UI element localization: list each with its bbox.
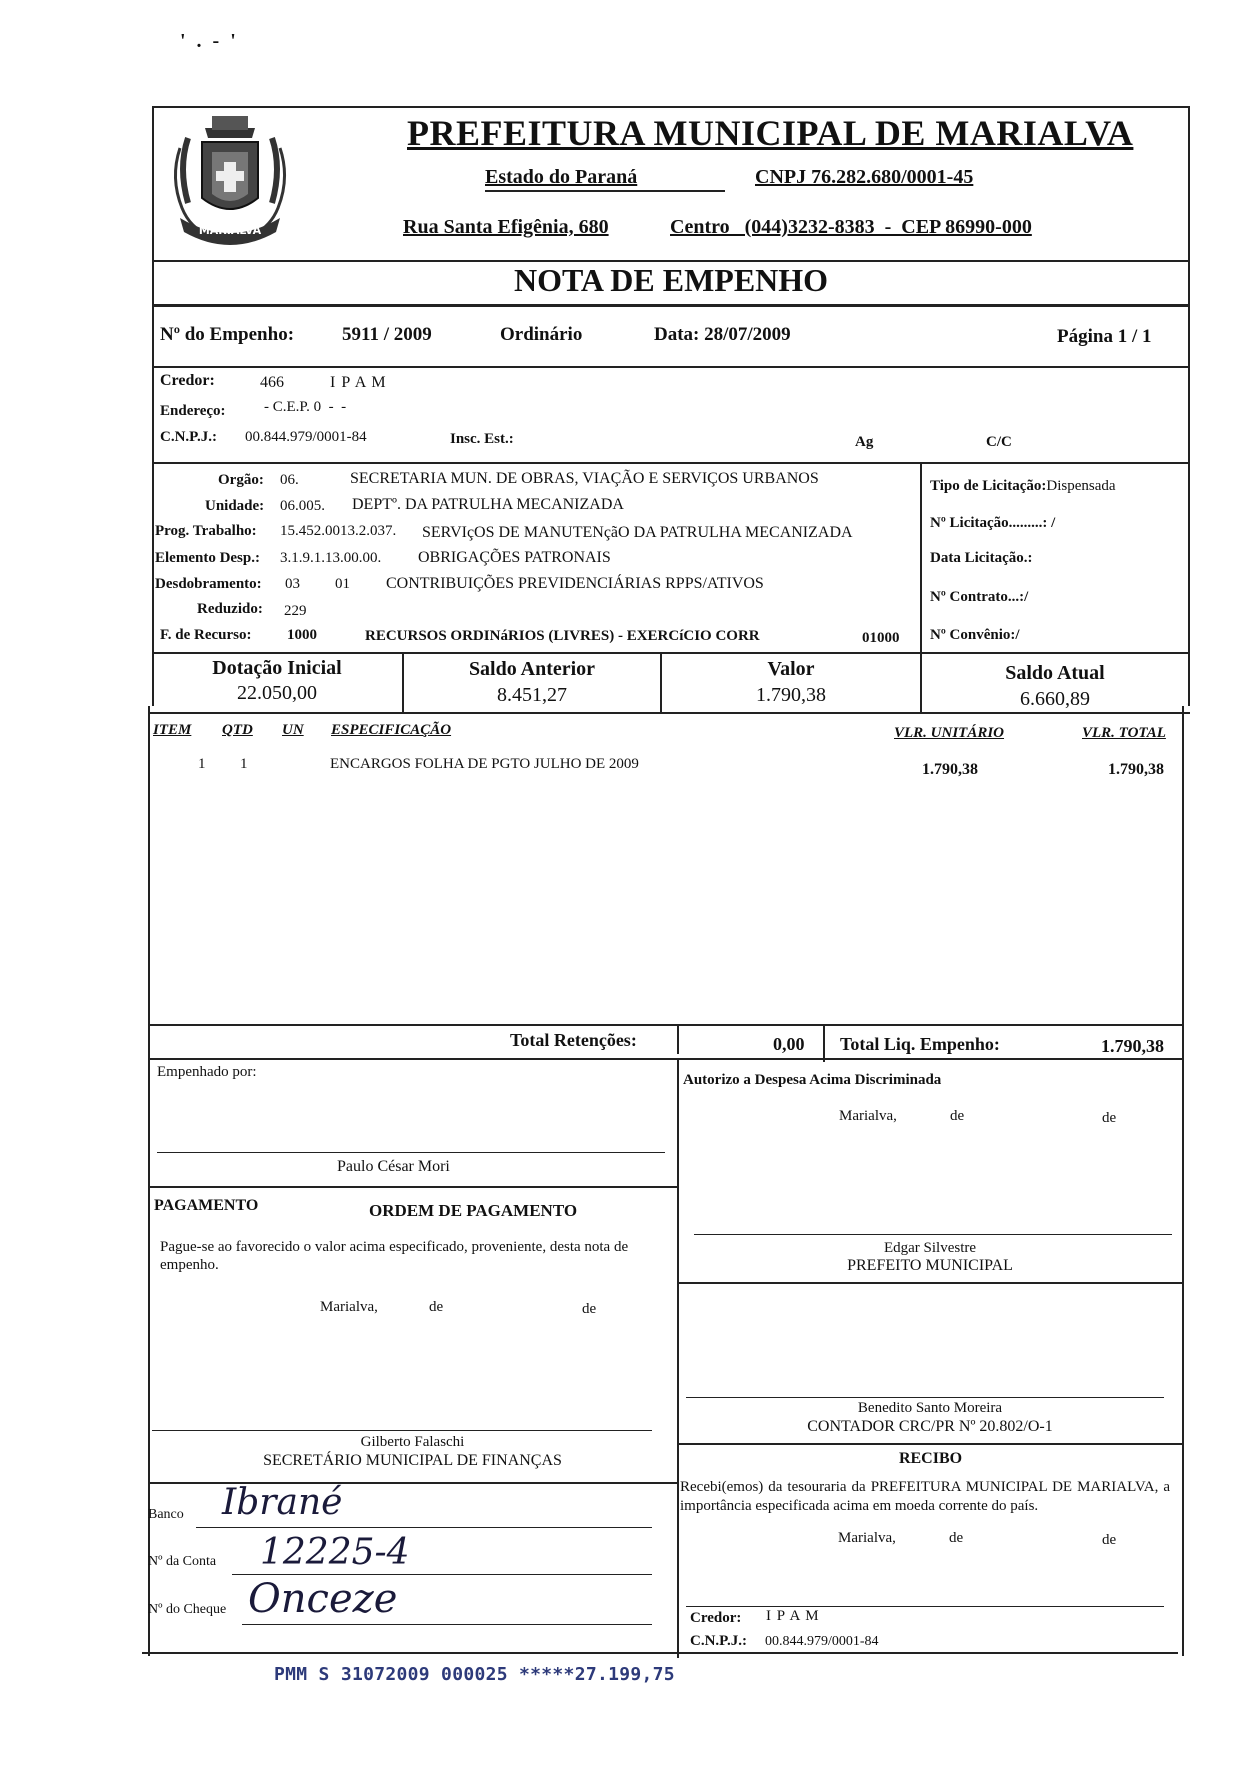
totals-sep2 (823, 1024, 825, 1062)
dotacao-label: Dotação Inicial (212, 657, 342, 679)
prefeito-name: Edgar Silvestre (883, 1240, 977, 1256)
totals-sep1 (677, 1024, 679, 1054)
divider-recibo (677, 1443, 1184, 1445)
retencoes-value: 0,00 (773, 1034, 805, 1054)
retencoes-label: Total Retenções: (510, 1030, 637, 1050)
frame-bottom-left (142, 1652, 1178, 1654)
banco-label: Banco (148, 1507, 184, 1522)
cheque-handwritten: Onceze (248, 1576, 398, 1622)
empenho-type: Ordinário (500, 324, 583, 345)
banco-line (196, 1527, 652, 1528)
liquido-value: 1.790,38 (1101, 1036, 1164, 1056)
pagamento-city: Marialva, (320, 1299, 378, 1315)
col-un: UN (282, 722, 304, 738)
state-label: Estado do Paraná (485, 166, 638, 188)
valor-value: 1.790,38 (756, 684, 826, 706)
state-underline (485, 190, 725, 192)
saldo-anterior-value: 8.451,27 (497, 684, 567, 706)
empenhado-sign-line (157, 1152, 665, 1153)
recibo-de2: de (1102, 1532, 1117, 1548)
col-spec: ESPECIFICAÇÃO (331, 722, 452, 738)
saldo-anterior-label: Saldo Anterior (468, 658, 596, 680)
insc-est-label: Insc. Est.: (450, 431, 514, 447)
divider-center (677, 1058, 679, 1658)
saldo-atual-label: Saldo Atual (1005, 662, 1105, 684)
recurso-num: 01000 (862, 630, 900, 646)
frame-left-upper (152, 106, 154, 706)
divider-signatures (148, 1058, 1184, 1060)
credor-name: I P A M (330, 374, 387, 391)
empenhado-name: Paulo César Mori (337, 1158, 450, 1175)
divider-saldos (152, 652, 1190, 654)
recurso-desc: RECURSOS ORDINáRIOS (LIVRES) - EXERCíCIO CORR (365, 628, 760, 644)
pagamento-text: Pague-se ao favorecido o valor acima especificado, proveniente, desta nota de empenho. (160, 1239, 629, 1273)
prog-code: 15.452.0013.2.037. (280, 523, 397, 539)
page-title: PREFEITURA MUNICIPAL DE MARIALVA (407, 113, 1134, 153)
unidade-label: Unidade: (205, 498, 265, 514)
ag-label: Ag (855, 434, 874, 450)
contador-sign-line (686, 1397, 1164, 1398)
divider-empenho (152, 366, 1190, 368)
secretario-role: SECRETÁRIO MUNICIPAL DE FINANÇAS (263, 1452, 562, 1469)
row-spec: ENCARGOS FOLHA DE PGTO JULHO DE 2009 (330, 756, 639, 772)
cc-label: C/C (986, 434, 1012, 450)
col-total-value: VLR. TOTAL (1082, 725, 1166, 741)
cnpj-value: 00.844.979/0001-84 (245, 429, 367, 445)
autorizo-de1: de (950, 1108, 965, 1124)
prog-label: Prog. Trabalho: (155, 523, 257, 539)
row-total-value: 1.790,38 (1108, 761, 1164, 778)
reduzido-label: Reduzido: (197, 601, 263, 617)
tipo-licitacao-label: Tipo de Licitação: (930, 478, 1047, 494)
prog-desc: SERVIçOS DE MANUTENçãO DA PATRULHA MECANIZADA (422, 524, 853, 541)
numero-convenio: Nº Convênio:/ (930, 627, 1020, 643)
orgao-label: Orgão: (218, 472, 264, 488)
data-licitacao: Data Licitação.: (930, 550, 1033, 566)
recibo-cnpj-value: 00.844.979/0001-84 (765, 1634, 879, 1649)
recurso-label: F. de Recurso: (160, 627, 252, 643)
frame-right-lower (1182, 706, 1184, 1656)
unidade-desc: DEPTº. DA PATRULHA MECANIZADA (352, 496, 624, 513)
empenhado-label: Empenhado por: (157, 1064, 257, 1080)
conta-handwritten: 12225-4 (260, 1532, 410, 1573)
empenho-label: Nº do Empenho: (160, 324, 295, 345)
recibo-city: Marialva, (838, 1530, 896, 1546)
desdobramento-code1: 03 (285, 576, 300, 592)
address: Rua Santa Efigênia, 680 (403, 216, 609, 238)
autorizo-sign-line (694, 1234, 1172, 1235)
recibo-credor-value: I P A M (766, 1608, 820, 1624)
corner-mark: ' . - ' (180, 30, 239, 52)
numero-licitacao: Nº Licitação.........: / (930, 515, 1056, 531)
col-qtd: QTD (222, 722, 253, 738)
numero-contrato: Nº Contrato...:/ (930, 589, 1029, 605)
secretario-sign-line (152, 1430, 652, 1431)
col-item: ITEM (153, 722, 192, 738)
divider-items (148, 712, 1190, 714)
frame-right-upper (1188, 106, 1190, 706)
desdobramento-label: Desdobramento: (155, 576, 262, 592)
divider-credor (152, 462, 1190, 464)
contador-name: Benedito Santo Moreira (857, 1400, 1003, 1416)
divider-totals (148, 1024, 1184, 1026)
desdobramento-code2: 01 (335, 576, 350, 592)
contador-role: CONTADOR CRC/PR Nº 20.802/O-1 (807, 1418, 1053, 1435)
divider-pagamento (148, 1186, 677, 1188)
empenho-number: 5911 / 2009 (342, 324, 432, 345)
pagamento-label: PAGAMENTO (154, 1197, 259, 1214)
tipo-licitacao (930, 478, 1116, 495)
orgao-desc: SECRETARIA MUN. DE OBRAS, VIAÇÃO E SERVIÇOS URBANOS (350, 470, 819, 487)
credor-code: 466 (260, 374, 284, 391)
row-qtd: 1 (240, 756, 248, 772)
payment-stamp: PMM S 31072009 000025 *****27.199,75 (274, 1664, 675, 1685)
recibo-credor-label: Credor: (690, 1610, 742, 1626)
autorizo-de2: de (1102, 1110, 1117, 1126)
coat-of-arms-seal (160, 108, 300, 256)
tipo-licitacao-value: Dispensada (1046, 478, 1116, 494)
cheque-label: Nº do Cheque (148, 1602, 227, 1617)
conta-label: Nº da Conta (148, 1554, 217, 1569)
liquido-label: Total Liq. Empenho: (840, 1034, 1000, 1054)
cnpj-label: C.N.P.J.: (160, 429, 217, 445)
elemento-code: 3.1.9.1.13.00.00. (280, 550, 382, 566)
divider-licitacao (920, 462, 922, 652)
reduzido-value: 229 (284, 603, 307, 619)
conta-line (232, 1574, 652, 1575)
row-item: 1 (198, 756, 206, 772)
secretario-name: Gilberto Falaschi (360, 1434, 465, 1450)
pagamento-de2: de (582, 1301, 597, 1317)
autorizo-city: Marialva, (839, 1108, 897, 1124)
elemento-label: Elemento Desp.: (155, 550, 260, 566)
endereco-label: Endereço: (160, 403, 226, 419)
frame-top (152, 106, 1190, 108)
credor-label: Credor: (160, 372, 215, 389)
recibo-title: RECIBO (898, 1450, 963, 1467)
recibo-cnpj-label: C.N.P.J.: (690, 1633, 747, 1649)
cnpj-header: CNPJ 76.282.680/0001-45 (755, 166, 974, 188)
recibo-sign-line (686, 1606, 1164, 1607)
page-indicator: Página 1 / 1 (1057, 326, 1152, 347)
elemento-desc: OBRIGAÇÕES PATRONAIS (418, 549, 611, 566)
saldo-atual-value: 6.660,89 (1020, 688, 1090, 710)
endereco-value: - C.E.P. 0 - - (264, 399, 347, 415)
unidade-code: 06.005. (280, 498, 325, 514)
desdobramento-desc: CONTRIBUIÇÕES PREVIDENCIÁRIAS RPPS/ATIVOS (386, 575, 764, 592)
ordem-pagamento-label: ORDEM DE PAGAMENTO (369, 1201, 578, 1220)
dotacao-value: 22.050,00 (237, 682, 317, 704)
orgao-code: 06. (280, 472, 299, 488)
seal-text: MARIALVA (198, 224, 262, 237)
row-unit-value: 1.790,38 (922, 761, 978, 778)
divider-contador (677, 1282, 1184, 1284)
prefeito-role: PREFEITO MUNICIPAL (847, 1257, 1013, 1274)
divider-title (152, 304, 1190, 307)
autorizo-label: Autorizo a Despesa Acima Discriminada (683, 1072, 942, 1088)
empenho-date: Data: 28/07/2009 (654, 324, 791, 345)
valor-label: Valor (767, 658, 815, 680)
district-phone: Centro (044)3232-8383 - CEP 86990-000 (670, 216, 1032, 238)
recibo-de1: de (949, 1530, 964, 1546)
recibo-text: Recebi(emos) da tesouraria da PREFEITURA MUNICIPAL DE MARIALVA, a importância especificada acima em moeda corrente do país. (680, 1479, 1170, 1514)
recurso-code: 1000 (287, 627, 317, 643)
col-unit-value: VLR. UNITÁRIO (894, 725, 1005, 741)
doc-title: NOTA DE EMPENHO (513, 262, 829, 298)
banco-handwritten: Ibrané (222, 1482, 343, 1523)
cheque-line (242, 1624, 652, 1625)
pagamento-de1: de (429, 1299, 444, 1315)
